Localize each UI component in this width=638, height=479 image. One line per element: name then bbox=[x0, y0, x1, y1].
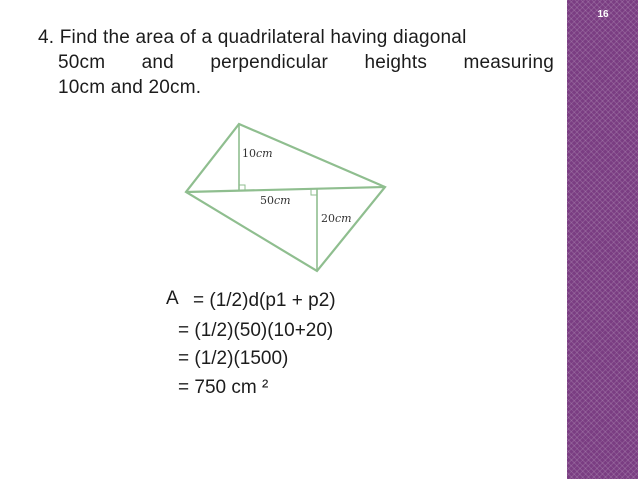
solution-step-3: = (1/2)(1500) bbox=[178, 348, 289, 369]
decorative-sidebar bbox=[567, 0, 638, 479]
label-diagonal: 50cm bbox=[260, 194, 291, 207]
question-word: and bbox=[141, 52, 174, 73]
solution-step-2: = (1/2)(50)(10+20) bbox=[178, 320, 334, 341]
solution-step-1: = (1/2)d(p1 + p2) bbox=[193, 290, 336, 311]
question-line-3: 10cm and 20cm. bbox=[58, 77, 202, 98]
question-word: measuring bbox=[463, 52, 554, 73]
quadrilateral-figure bbox=[180, 118, 395, 278]
solution-variable: A bbox=[166, 288, 179, 309]
question-line-2 bbox=[36, 50, 556, 75]
question-line-1: 4. Find the area of a quadrilateral having diagonal bbox=[38, 27, 467, 48]
page-number: 16 bbox=[597, 9, 609, 20]
label-height-bottom: 20cm bbox=[321, 212, 352, 225]
diagonal-line bbox=[186, 187, 385, 192]
question-text bbox=[36, 25, 556, 100]
label-height-top: 10cm bbox=[242, 147, 273, 160]
solution-step-4: = 750 cm ² bbox=[178, 377, 269, 398]
question-word: perpendicular bbox=[210, 52, 329, 73]
question-word: heights bbox=[364, 52, 428, 73]
question-word: 50cm bbox=[58, 52, 106, 73]
